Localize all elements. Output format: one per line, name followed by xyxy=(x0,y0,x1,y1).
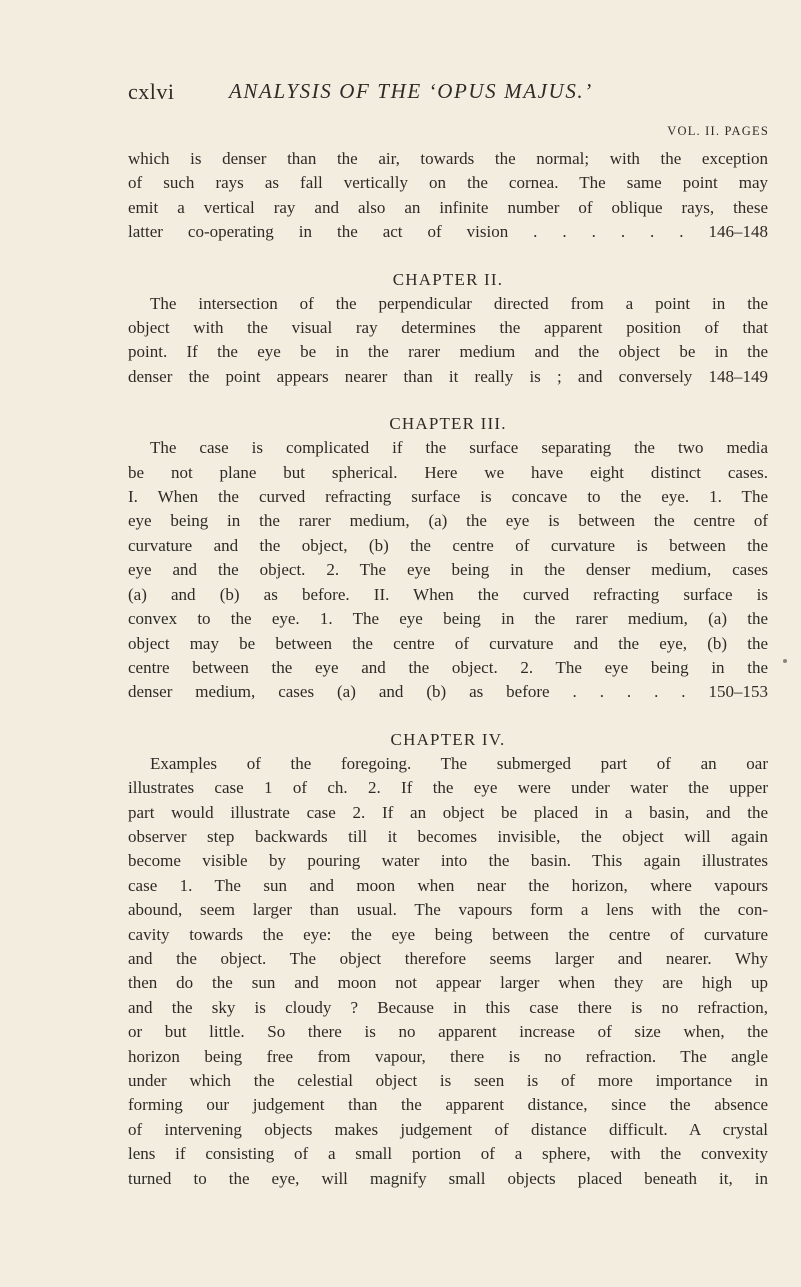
text-line: and the object. The object therefore seems larger and nearer. Why xyxy=(128,948,768,968)
section-ch3 xyxy=(128,436,768,704)
text-line: of intervening objects makes judgement of distance difficult. A crystal xyxy=(128,1119,768,1139)
text-line: eye being in the rarer medium, (a) the eye is between the centre of xyxy=(128,511,768,531)
volume-pages-label: VOL. II. PAGES xyxy=(667,124,769,138)
text-line: illustrates case 1 of ch. 2. If the eye were under water the upper xyxy=(128,778,768,798)
text-line: part would illustrate case 2. If an object be placed in a basin, and the xyxy=(128,802,768,822)
section-ch1-continued xyxy=(128,147,768,245)
running-head xyxy=(128,79,768,119)
text-line: then do the sun and moon not appear larger when they are high up xyxy=(128,973,768,993)
text-line: observer step backwards till it becomes invisible, the object will again xyxy=(128,826,768,846)
chapter-heading: CHAPTER III. xyxy=(389,414,507,434)
text-line: under which the celestial object is seen is of more importance in xyxy=(128,1071,768,1090)
text-line: abound, seem larger than usual. The vapours form a lens with the con- xyxy=(128,900,768,920)
text-line: turned to the eye, will magnify small objects placed beneath it, in xyxy=(128,1168,768,1188)
chapter-heading: CHAPTER II. xyxy=(392,269,504,289)
text-line-with-page-ref: denser medium, cases (a) and (b) as before . . . . . 150–153 xyxy=(128,682,768,702)
text-line: eye and the object. 2. The eye being in the denser medium, cases xyxy=(128,560,768,580)
text-line: curvature and the object, (b) the centre of curvature is between the xyxy=(128,535,768,555)
page-number: cxlvi xyxy=(128,79,175,104)
text-line: lens if consisting of a small portion of a sphere, with the convexity xyxy=(128,1144,768,1164)
text-line-with-page-ref: latter co-operating in the act of vision . . . . . . 146–148 xyxy=(128,222,768,242)
text-line: and the sky is cloudy ? Because in this case there is no refraction, xyxy=(128,997,768,1017)
text-line: Examples of the foregoing. The submerged part of an oar xyxy=(150,753,768,773)
text-line: point. If the eye be in the rarer medium and the object be in the xyxy=(128,342,768,362)
section-ch2 xyxy=(128,292,768,390)
text-line: forming our judgement than the apparent distance, since the absence xyxy=(128,1095,768,1115)
text-line: become visible by pouring water into the basin. This again illustrates xyxy=(128,851,768,871)
text-line: or but little. So there is no apparent increase of size when, the xyxy=(128,1022,768,1042)
text-line: centre between the eye and the object. 2. The eye being in the xyxy=(128,657,768,677)
running-title: ANALYSIS OF THE ‘OPUS MAJUS.’ xyxy=(229,79,593,103)
text-line: (a) and (b) as before. II. When the curved refracting surface is xyxy=(128,584,768,604)
text-line: be not plane but spherical. Here we have eight distinct cases. xyxy=(128,462,768,482)
text-line: object with the visual ray determines the apparent position of that xyxy=(128,318,768,338)
text-line: I. When the curved refracting surface is concave to the eye. 1. The xyxy=(128,487,768,507)
section-ch4 xyxy=(128,752,768,1191)
text-line: case 1. The sun and moon when near the horizon, where vapours xyxy=(128,875,768,895)
text-line-with-page-ref: denser the point appears nearer than it really is ; and conversely 148–149 xyxy=(128,366,768,386)
text-line: cavity towards the eye: the eye being between the centre of curvature xyxy=(128,924,768,944)
chapter-heading: CHAPTER IV. xyxy=(390,729,506,749)
text-line: The intersection of the perpendicular directed from a point in the xyxy=(150,293,768,313)
text-line: horizon being free from vapour, there is no refraction. The angle xyxy=(128,1046,768,1066)
margin-speck xyxy=(783,659,787,663)
text-line: which is denser than the air, towards the normal; with the exception xyxy=(128,149,768,168)
body-text xyxy=(128,147,768,1191)
text-line: The case is complicated if the surface separating the two media xyxy=(150,438,768,458)
text-line: of such rays as fall vertically on the cornea. The same point may xyxy=(128,173,768,193)
text-line: object may be between the centre of curvature and the eye, (b) the xyxy=(128,633,768,653)
text-line: convex to the eye. 1. The eye being in the rarer medium, (a) the xyxy=(128,609,768,629)
text-line: emit a vertical ray and also an infinite number of oblique rays, these xyxy=(128,197,768,217)
